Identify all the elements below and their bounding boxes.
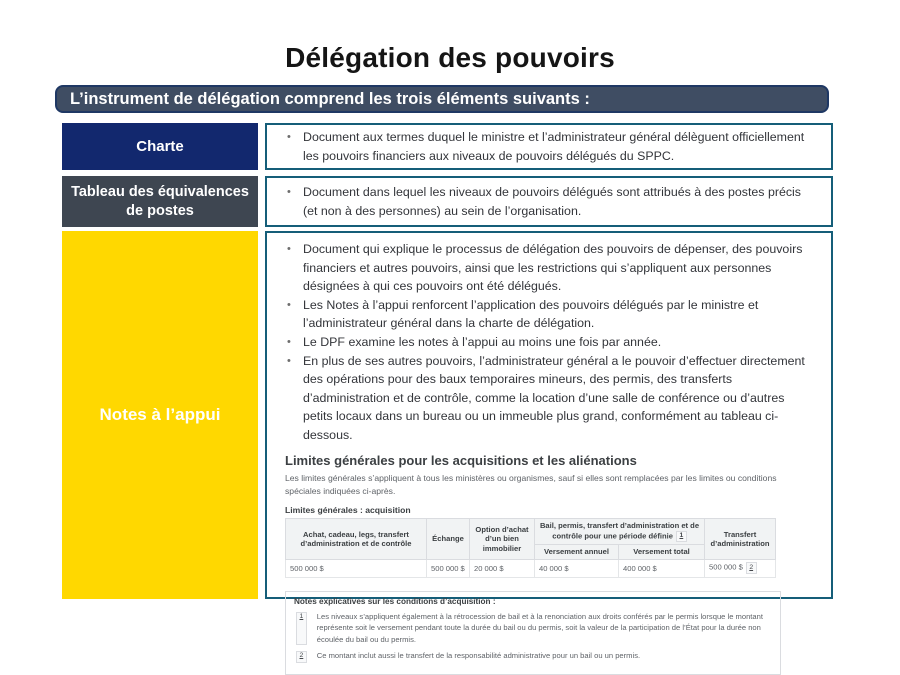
col-header-transfert: Transfert d’administration: [705, 519, 776, 560]
row-charte: [62, 123, 833, 170]
row-label-text: Notes à l’appui: [99, 404, 221, 424]
row-label-charte: [62, 123, 258, 170]
table-row: [286, 559, 776, 577]
explanatory-notes-box: [285, 591, 781, 675]
limits-table: [285, 518, 776, 578]
note-number-link[interactable]: 2: [296, 651, 307, 663]
bullet-item: • Document dans lequel les niveaux de pouvoirs délégués sont attribués à des postes précis (et non à des personnes) au sein de l’organisation.: [285, 183, 817, 220]
embedded-web-excerpt: [285, 450, 790, 675]
note-item: [294, 650, 772, 663]
sub-header-versement-total: Versement total: [619, 545, 705, 559]
intro-banner-text: L’instrument de délégation comprend les trois éléments suivants :: [70, 89, 590, 108]
bullet-list: [285, 183, 817, 220]
row-tableau: [62, 176, 833, 227]
notes-heading: Notes explicatives sur les conditions d’acquisition :: [294, 596, 496, 606]
limits-subheading: Limites générales : acquisition: [285, 505, 411, 516]
bullet-list: [285, 240, 817, 445]
note-item: [294, 611, 772, 645]
bullet-item: • En plus de ses autres pouvoirs, l’administrateur général a le pouvoir d’effectuer directement des opérations pour des baux temporaires mineurs, des permis, des transferts d’administration et de contrôle, comme la location d’une salle de conférence ou d’autres petits locaux dans un bureau ou un immeuble plus grand, conformément au tableau ci-dessous.: [285, 352, 817, 445]
bullet-list: [285, 128, 817, 165]
value-versement-annuel: 40 000 $: [535, 559, 619, 577]
footnote-link-1[interactable]: 1: [676, 531, 687, 543]
notes-list: [294, 611, 772, 663]
page-title: Délégation des pouvoirs: [285, 42, 615, 73]
bullet-item: • Le DPF examine les notes à l’appui au moins une fois par année.: [285, 333, 817, 352]
note-text: Ce montant inclut aussi le transfert de la responsabilité administrative pour un bail ou un permis.: [316, 650, 641, 660]
row-notes: [62, 231, 833, 660]
value-achat: 500 000 $: [286, 559, 427, 577]
value-option: 20 000 $: [470, 559, 535, 577]
note-text: Les niveaux s’appliquent également à la rétrocession de bail et à la renonciation aux droits conférés par le permis lorsque le montant représente soit le versement pendant toute la durée du bail ou du permis, soit la valeur de la participation de l’État pour la durée non écoulée du bail ou du permis.: [316, 611, 763, 644]
bullet-item: • Document qui explique le processus de délégation des pouvoirs de dépenser, des pouvoirs financiers et autres pouvoirs, ainsi que les restrictions qui s’appliquent aux personnes désignées à qui ces pouvoirs ont été délégués.: [285, 240, 817, 296]
row-label-text: Charte: [136, 137, 184, 155]
col-header-echange: Échange: [427, 519, 470, 560]
row-content-tableau: [265, 176, 833, 227]
value-echange: 500 000 $: [427, 559, 470, 577]
col-header-bail-group: Bail, permis, transfert d’administration et de contrôle pour une période définie 1: [535, 519, 705, 545]
bullet-item: • Les Notes à l’appui renforcent l’application des pouvoirs délégués par le ministre et l’administrateur général dans la charte de délégation.: [285, 296, 817, 333]
bullet-item: • Document aux termes duquel le ministre et l’administrateur général délèguent officiellement les pouvoirs financiers aux niveaux de pouvoirs délégués du SPPC.: [285, 128, 817, 165]
sub-header-versement-annuel: Versement annuel: [535, 545, 619, 559]
row-label-tableau: [62, 176, 258, 227]
col-header-option: Option d’achat d’un bien immobilier: [470, 519, 535, 560]
limits-heading: Limites générales pour les acquisitions et les aliénations: [285, 452, 637, 468]
value-versement-total: 400 000 $: [619, 559, 705, 577]
col-header-achat: Achat, cadeau, legs, transfert d’administration et de contrôle: [286, 519, 427, 560]
value-transfert: 500 000 $ 2: [705, 559, 776, 577]
row-content-charte: [265, 123, 833, 170]
note-number-link[interactable]: 1: [296, 612, 307, 645]
intro-banner: [55, 85, 829, 113]
limits-intro: Les limites générales s’appliquent à tous les ministères ou organismes, sauf si elles sont remplacées par les limites ou conditions spéciales indiquées ci-après.: [285, 472, 777, 496]
row-label-notes: [62, 231, 258, 599]
row-content-notes: [265, 231, 833, 660]
row-label-text: Tableau des équivalences de postes: [71, 183, 249, 219]
footnote-link-2[interactable]: 2: [746, 562, 757, 574]
